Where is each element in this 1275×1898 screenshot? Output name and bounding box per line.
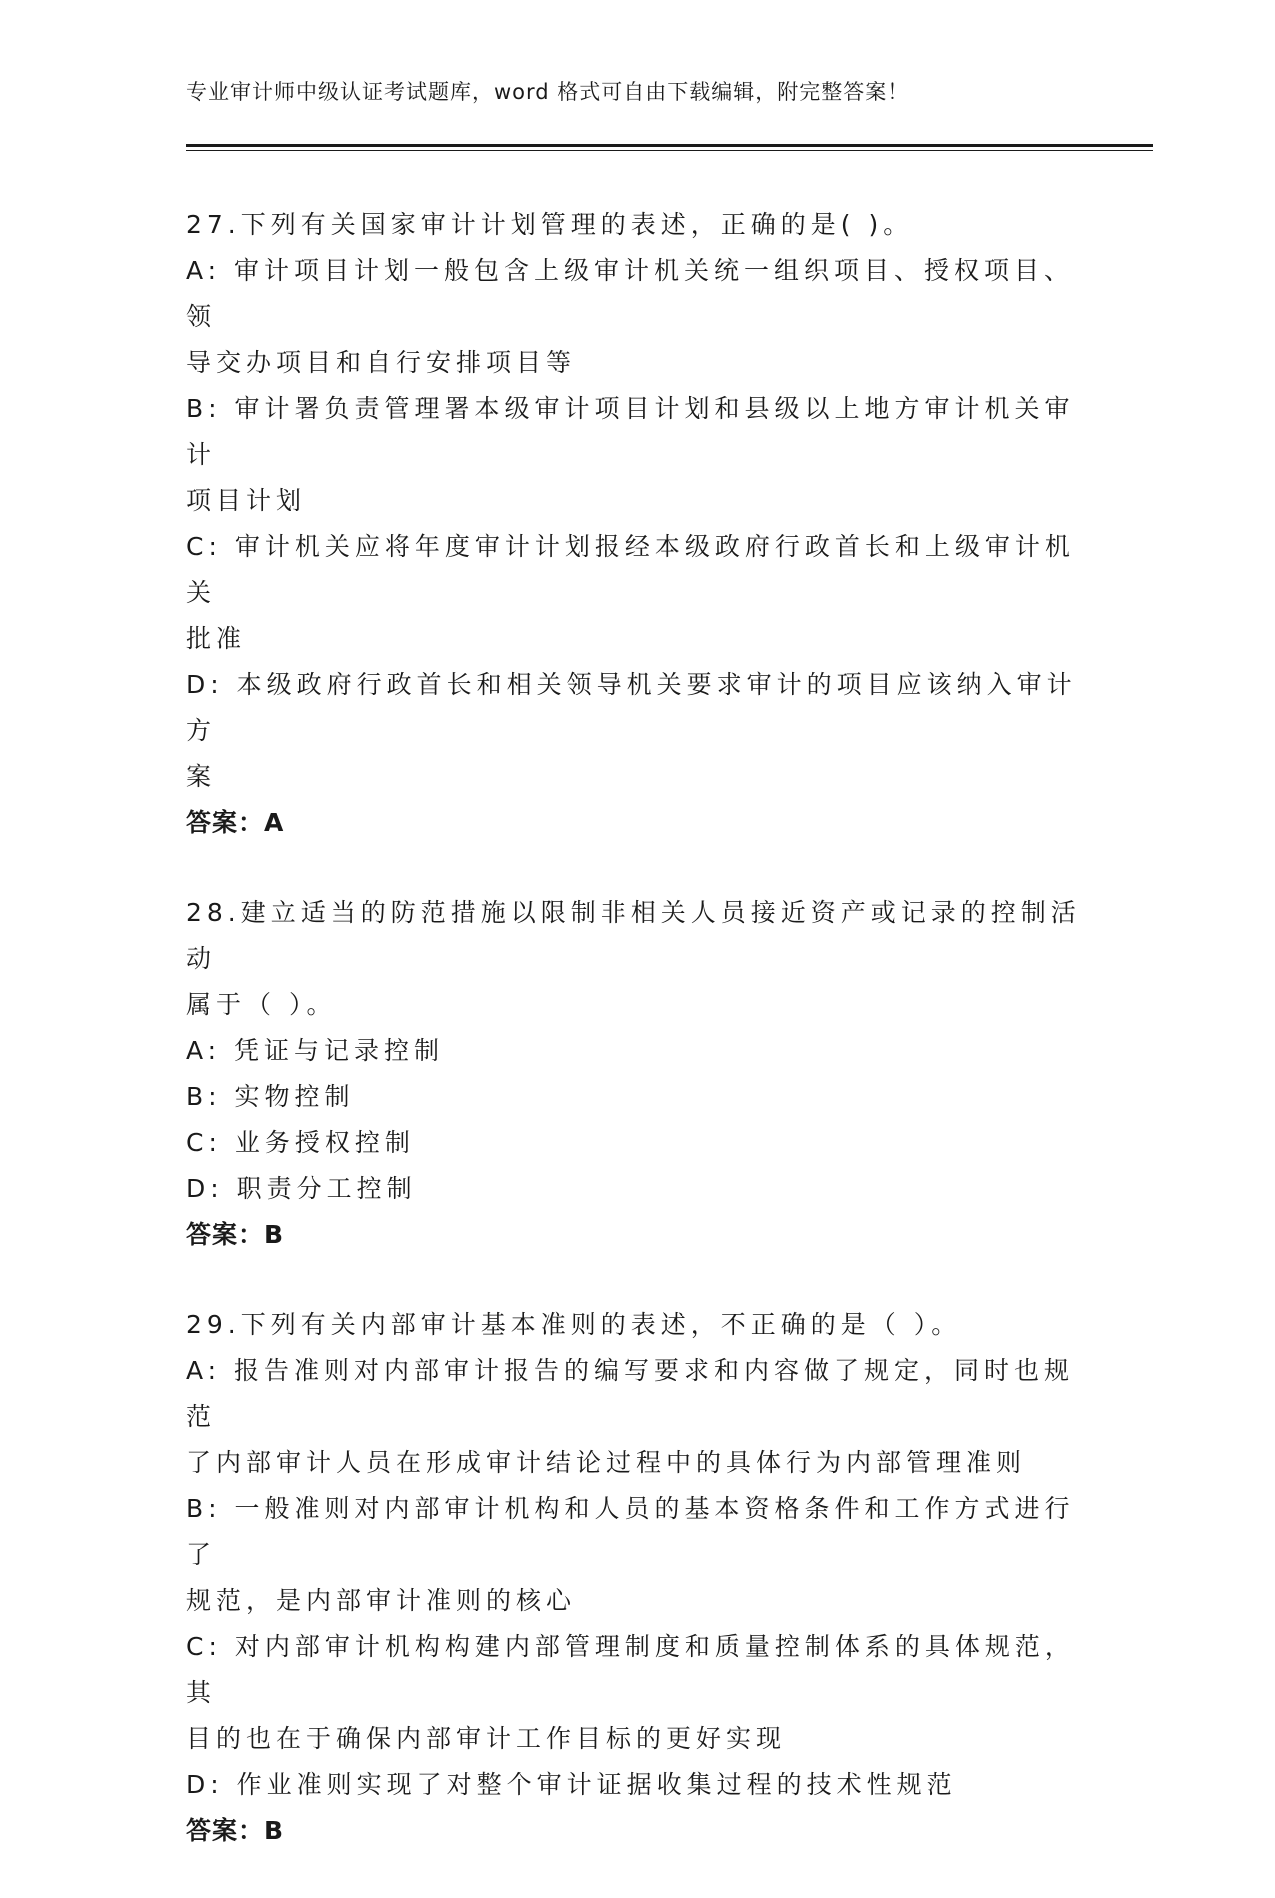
option-a: A: 凭证与记录控制 [186,1036,445,1065]
question-27 [186,202,1081,846]
answer: 答案：B [186,1220,285,1249]
option-b: B: 审计署负责管理署本级审计项目计划和县级以上地方审计机关审计 [186,394,1075,469]
answer: 答案：A [186,808,285,837]
option-a-continued: 了内部审计人员在形成审计结论过程中的具体行为内部管理准则 [186,1448,1027,1477]
question-list [186,202,1081,1898]
option-a-continued: 导交办项目和自行安排项目等 [186,348,577,377]
option-d: D: 作业准则实现了对整个审计证据收集过程的技术性规范 [186,1770,957,1799]
question-stem: 28.建立适当的防范措施以限制非相关人员接近资产或记录的控制活动 [186,898,1081,973]
question-stem-continued: 属于（ ）。 [186,990,337,1019]
option-c: C: 业务授权控制 [186,1128,415,1157]
option-d: D: 职责分工控制 [186,1174,417,1203]
question-29 [186,1302,1081,1854]
page-header-text: 专业审计师中级认证考试题库，word 格式可自由下载编辑，附完整答案！ [186,80,910,104]
header-rule-thick [186,144,1153,147]
header-rule-thin [186,150,1153,151]
option-c-continued: 目的也在于确保内部审计工作目标的更好实现 [186,1724,787,1753]
option-b-continued: 规范，是内部审计准则的核心 [186,1586,577,1615]
option-c: C: 审计机关应将年度审计计划报经本级政府行政首长和上级审计机关 [186,532,1075,607]
question-28 [186,890,1081,1258]
option-b-continued: 项目计划 [186,486,307,515]
option-c-continued: 批准 [186,624,247,653]
option-b: B: 一般准则对内部审计机构和人员的基本资格条件和工作方式进行了 [186,1494,1075,1569]
option-c: C: 对内部审计机构构建内部管理制度和质量控制体系的具体规范，其 [186,1632,1075,1707]
answer: 答案：B [186,1816,285,1845]
option-a: A: 报告准则对内部审计报告的编写要求和内容做了规定，同时也规范 [186,1356,1075,1431]
question-stem: 27.下列有关国家审计计划管理的表述，正确的是( )。 [186,210,914,239]
question-stem: 29.下列有关内部审计基本准则的表述，不正确的是（ ）。 [186,1310,962,1339]
option-d-continued: 案 [186,762,217,791]
option-d: D: 本级政府行政首长和相关领导机关要求审计的项目应该纳入审计方 [186,670,1077,745]
option-a: A: 审计项目计划一般包含上级审计机关统一组织项目、授权项目、领 [186,256,1075,331]
option-b: B: 实物控制 [186,1082,355,1111]
